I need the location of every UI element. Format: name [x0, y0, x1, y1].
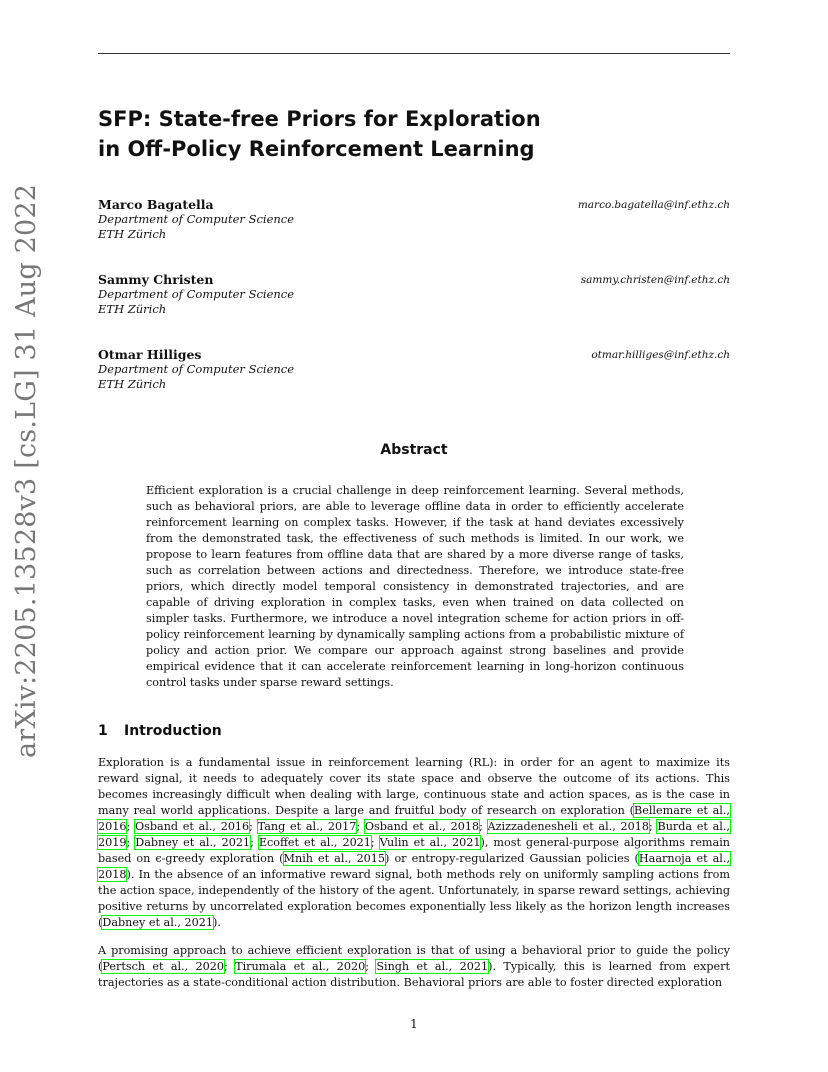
author-email[interactable]: otmar.hilliges@inf.ethz.ch	[591, 349, 730, 361]
paragraph-text: A promising approach to achieve efficient exploration is that of using a behavioral prior to guide the policy (	[98, 944, 730, 973]
citation-link[interactable]: Osband et al., 2018	[364, 820, 480, 833]
citation-link[interactable]: Osband et al., 2016	[134, 820, 250, 833]
author-name: Sammy Christen	[98, 272, 214, 287]
author-department: Department of Computer Science	[98, 287, 295, 301]
author-institution: ETH Zürich	[98, 227, 167, 241]
author-institution: ETH Zürich	[98, 377, 167, 391]
citation-link[interactable]: Singh et al., 2021	[376, 960, 489, 973]
introduction-paragraph-2	[98, 943, 730, 991]
citation-link[interactable]: Tang et al., 2017	[257, 820, 357, 833]
paragraph-text: ) or entropy-regularized Gaussian policies (	[385, 852, 639, 865]
paragraph-text: ).	[212, 916, 221, 929]
citation-separator: ;	[479, 820, 488, 833]
section-title: Introduction	[124, 723, 222, 739]
paragraph-text: ). In the absence of an informative reward signal, both methods rely on uniformly sampling actions from the action space, independently of the history of the agent. Unfortunately, in sparse reward settings, achieving positive returns by uncorrelated exploration becomes exponentially less likely as the horizon length increases (	[98, 868, 730, 929]
introduction-paragraph-1	[98, 755, 730, 931]
section-heading-introduction	[98, 721, 222, 741]
author-email[interactable]: sammy.christen@inf.ethz.ch	[580, 274, 730, 286]
author-name: Otmar Hilliges	[98, 347, 202, 362]
citation-link[interactable]: Bellemare et al., 2016	[98, 804, 730, 833]
author-block	[98, 347, 730, 397]
author-email[interactable]: marco.bagatella@inf.ethz.ch	[577, 199, 730, 211]
author-department: Department of Computer Science	[98, 362, 295, 376]
citation-separator: ;	[365, 960, 377, 973]
author-name: Marco Bagatella	[98, 197, 214, 212]
author-department: Department of Computer Science	[98, 212, 295, 226]
citation-separator: ;	[126, 820, 135, 833]
paragraph-text: Exploration is a fundamental issue in reinforcement learning (RL): in order for an agent to maximize its reward signal, it needs to adequately cover its state space and observe the outcome of its actions. This becomes increasingly difficult when dealing with large, continuous state and action spaces, as is the case in many real world applications. Despite a large and fruitful body of research on exploration (	[98, 756, 730, 817]
paper-title	[98, 104, 658, 164]
citation-link[interactable]: Tirumala et al., 2020	[235, 960, 366, 973]
citation-link[interactable]: Ecoffet et al., 2021	[258, 836, 371, 849]
citation-separator: ;	[249, 820, 258, 833]
abstract-text: Efficient exploration is a crucial challenge in deep reinforcement learning. Several methods, such as behavioral priors, are able to leverage offline data in order to efficiently accelerate reinforcement learning on complex tasks. However, if the task at hand deviates excessively from the demonstrated task, the effectiveness of such methods is limited. In our work, we propose to learn features from offline data that are shared by a more diverse range of tasks, such as correlation between actions and directedness. Therefore, we introduce state-free priors, which directly model temporal consistency in demonstrated trajectories, and are capable of driving exploration in complex tasks, even when trained on data collected on simpler tasks. Furthermore, we introduce a novel integration scheme for action priors in off-policy reinforcement learning by dynamically sampling actions from a probabilistic mixture of policy and action prior. We compare our approach against strong baselines and provide empirical evidence that it can accelerate reinforcement learning in long-horizon continuous control tasks under sparse reward settings.	[146, 484, 684, 689]
citation-link[interactable]: Vulin et al., 2021	[379, 836, 481, 849]
citation-separator: ;	[250, 836, 259, 849]
paragraph-text: ), most general-purpose algorithms remain based on ϵ-greedy exploration (	[98, 836, 730, 865]
header-rule	[98, 53, 730, 54]
citation-link[interactable]: Mnih et al., 2015	[283, 852, 386, 865]
citation-separator: ;	[370, 836, 380, 849]
citation-link[interactable]: Dabney et al., 2021	[102, 916, 213, 929]
paragraph-text: ). Typically, this is learned from expert trajectories as a state-conditional action distribution. Behavioral priors are able to foster directed exploration	[98, 960, 730, 989]
citation-link[interactable]: Haarnoja et al., 2018	[98, 852, 730, 881]
paper-title-line-1: SFP: State-free Priors for Exploration	[98, 107, 541, 131]
citation-link[interactable]: Burda et al., 2019	[98, 820, 730, 849]
author-block	[98, 272, 730, 322]
citation-link[interactable]: Pertsch et al., 2020	[102, 960, 225, 973]
paper-title-line-2: in Off-Policy Reinforcement Learning	[98, 137, 535, 161]
page-number: 1	[410, 1017, 418, 1031]
section-number: 1	[98, 723, 108, 739]
abstract-heading: Abstract	[380, 442, 448, 458]
citation-separator: ;	[126, 836, 136, 849]
citation-separator: ;	[356, 820, 365, 833]
citation-link[interactable]: Azizzadenesheli et al., 2018	[487, 820, 649, 833]
arxiv-identifier: arXiv:2205.13528v3 [cs.LG] 31 Aug 2022	[11, 183, 42, 758]
citation-separator: ;	[224, 960, 236, 973]
author-block	[98, 197, 730, 247]
author-institution: ETH Zürich	[98, 302, 167, 316]
citation-separator: ;	[648, 820, 658, 833]
citation-link[interactable]: Dabney et al., 2021	[135, 836, 251, 849]
